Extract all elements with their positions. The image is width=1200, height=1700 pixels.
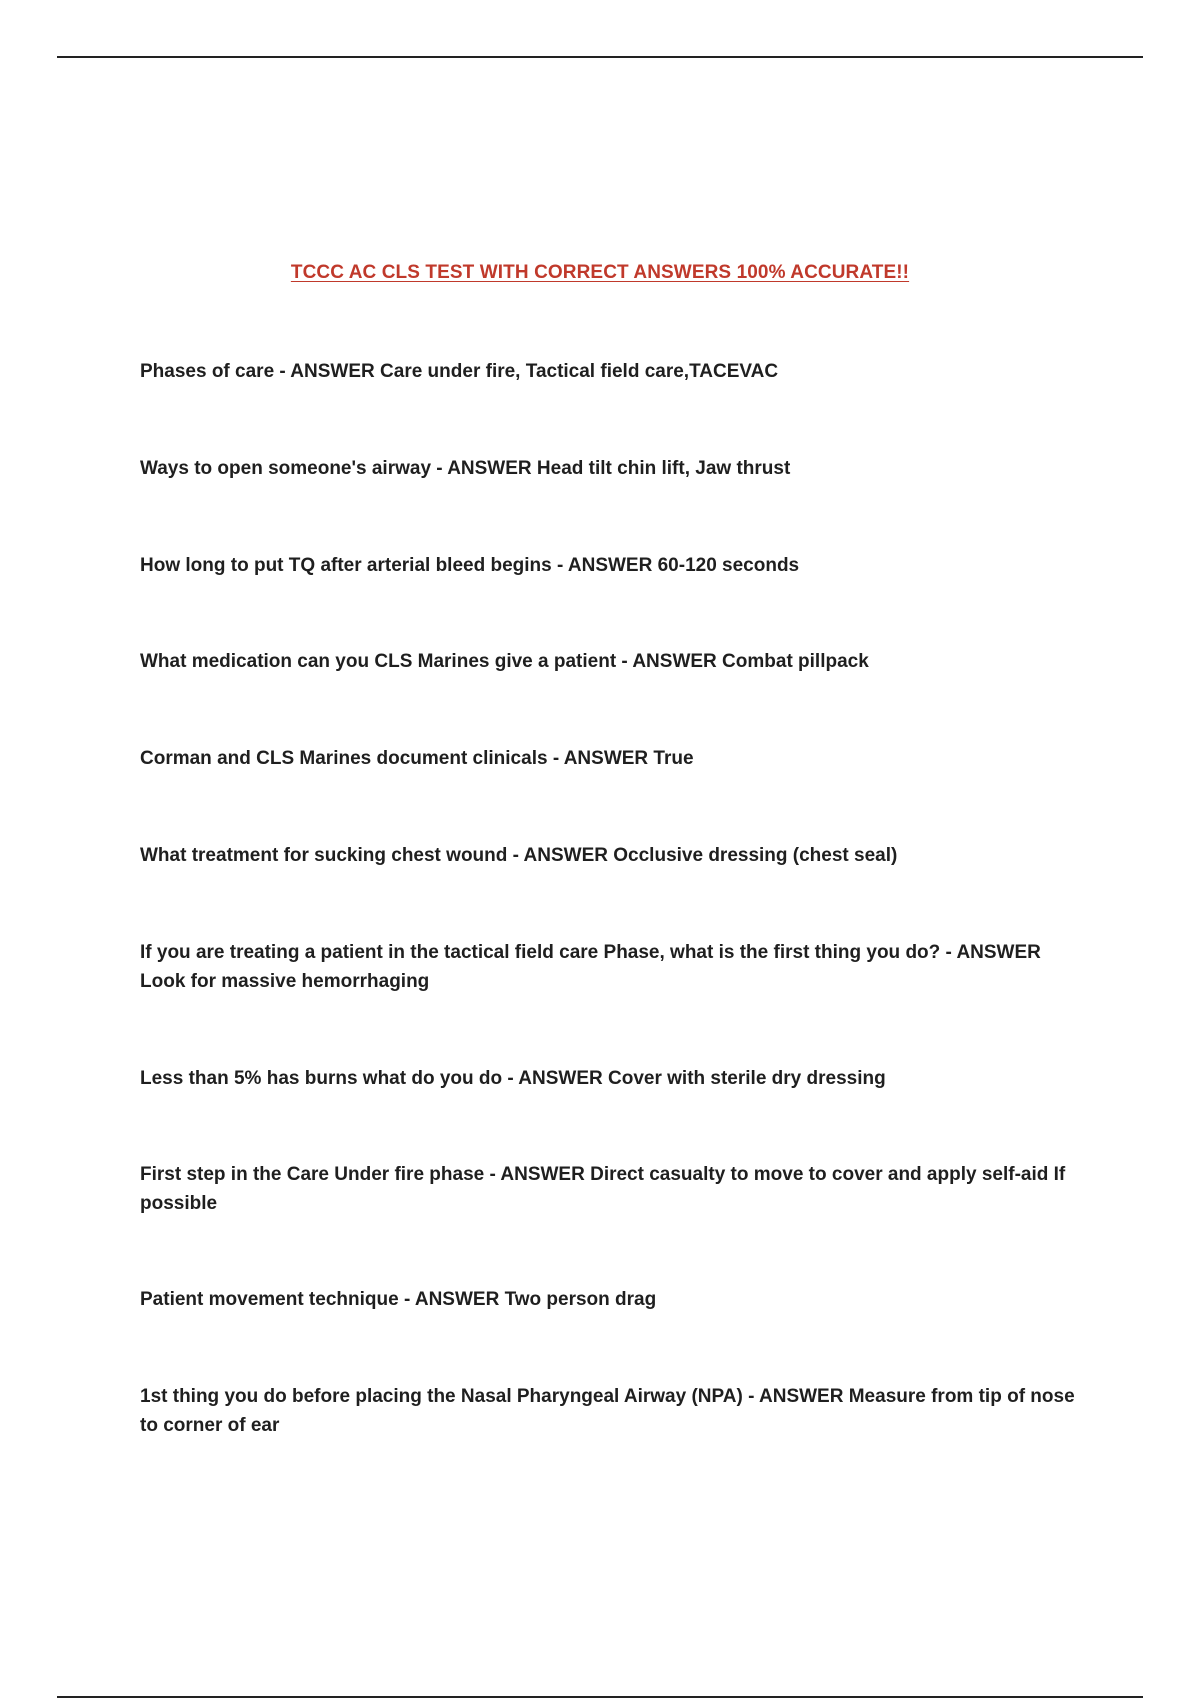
- qa-item-8: Less than 5% has burns what do you do - ANSWER Cover with sterile dry dressing: [140, 1068, 886, 1089]
- qa-item-6: What treatment for sucking chest wound - ANSWER Occlusive dressing (chest seal): [140, 845, 898, 866]
- qa-item-4: What medication can you CLS Marines give a patient - ANSWER Combat pillpack: [140, 651, 869, 672]
- qa-item-9: First step in the Care Under fire phase - ANSWER Direct casualty to move to cover and apply self-aid If possible: [140, 1164, 1066, 1214]
- top-divider: [57, 56, 1143, 58]
- qa-item-7: If you are treating a patient in the tactical field care Phase, what is the first thing you do? - ANSWER Look for massive hemorrhaging: [140, 942, 1041, 992]
- bottom-divider: [57, 1696, 1143, 1698]
- qa-item-3: How long to put TQ after arterial bleed begins - ANSWER 60-120 seconds: [140, 555, 800, 576]
- qa-item-1: Phases of care - ANSWER Care under fire, Tactical field care,TACEVAC: [140, 361, 779, 382]
- qa-item-11: 1st thing you do before placing the Nasal Pharyngeal Airway (NPA) - ANSWER Measure from tip of nose to corner of ear: [140, 1386, 1075, 1436]
- qa-item-10: Patient movement technique - ANSWER Two person drag: [140, 1289, 657, 1310]
- qa-item-5: Corman and CLS Marines document clinicals - ANSWER True: [140, 748, 694, 769]
- qa-item-2: Ways to open someone's airway - ANSWER Head tilt chin lift, Jaw thrust: [140, 458, 791, 479]
- document-title: TCCC AC CLS TEST WITH CORRECT ANSWERS 100% ACCURATE!!: [290, 262, 910, 283]
